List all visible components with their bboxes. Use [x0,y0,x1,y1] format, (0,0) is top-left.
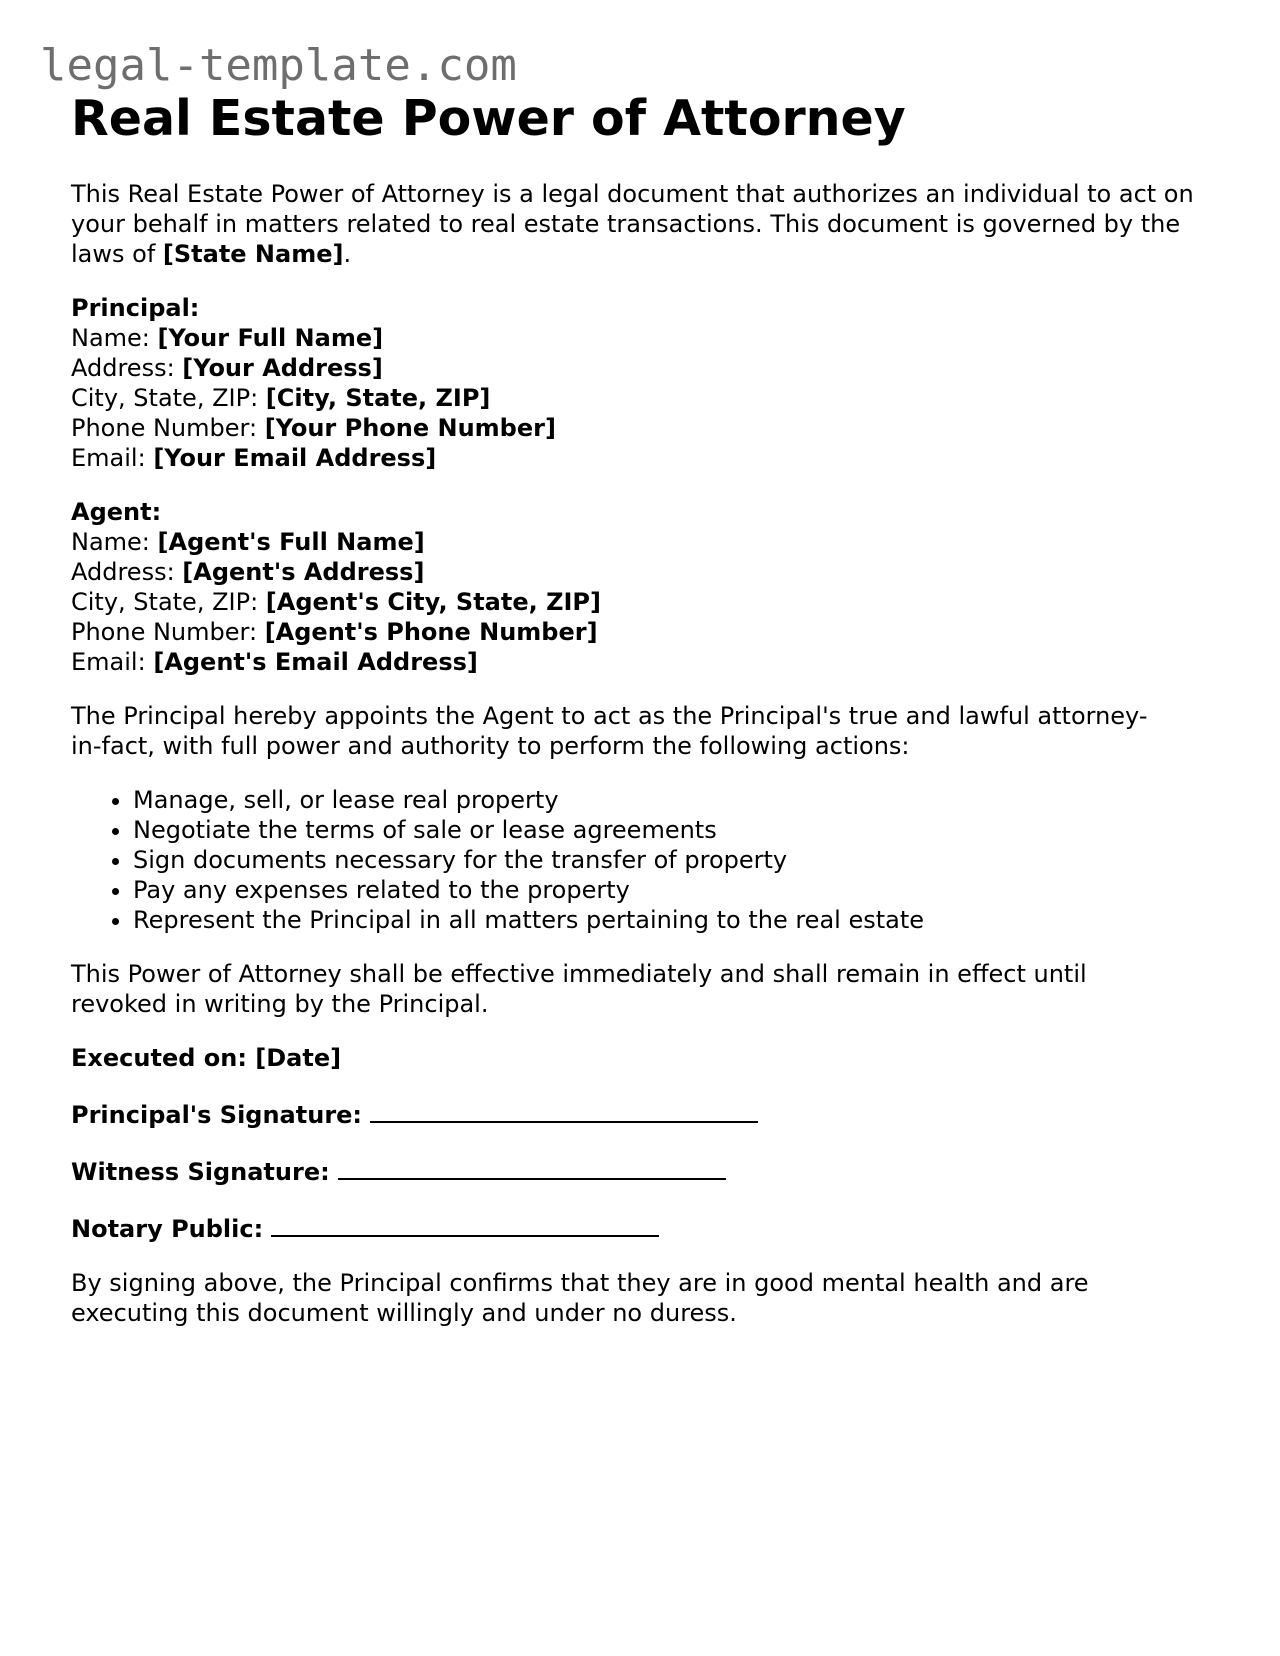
field-label: Email: [71,444,154,472]
list-item: • Sign documents necessary for the transfer of property [133,845,1211,875]
field-label: Address: [71,354,183,382]
state-name-placeholder: [State Name] [162,240,344,268]
witness-signature-row [71,1154,1211,1187]
field-label: Address: [71,558,183,586]
field-value: [Your Address] [182,354,383,382]
field-label: Name: [71,528,158,556]
field-label: Email: [71,648,154,676]
effective-line: revoked in writing by the Principal. [71,990,489,1018]
principal-signature-label: Principal's Signature: [71,1101,363,1129]
field-label: Phone Number: [71,618,265,646]
closing-line: executing this document willingly and under no duress. [71,1299,737,1327]
effective-paragraph [71,959,1211,1019]
principal-city-field [71,383,1211,413]
witness-signature-line[interactable] [338,1154,726,1180]
principal-signature-row [71,1097,1211,1130]
principal-signature-line[interactable] [370,1097,758,1123]
powers-list [71,785,1211,935]
field-value: [Agent's City, State, ZIP] [265,588,601,616]
agent-city-field [71,587,1211,617]
agent-heading: Agent: [71,498,162,526]
field-value: [Your Full Name] [157,324,384,352]
notary-signature-line[interactable] [271,1211,659,1237]
principal-address-field [71,353,1211,383]
closing-paragraph [71,1268,1211,1328]
executed-on: Executed on: [Date] [71,1044,342,1072]
field-value: [City, State, ZIP] [265,384,491,412]
appointment-line: The Principal hereby appoints the Agent to act as the Principal's true and lawful attorney- [71,702,1148,730]
agent-name-field [71,527,1211,557]
witness-signature-label: Witness Signature: [71,1158,330,1186]
field-value: [Agent's Email Address] [153,648,478,676]
field-value: [Your Phone Number] [264,414,556,442]
principal-heading: Principal: [71,294,200,322]
field-label: City, State, ZIP: [71,588,266,616]
list-item: • Manage, sell, or lease real property [133,785,1211,815]
field-value: [Agent's Phone Number] [264,618,598,646]
list-item: • Negotiate the terms of sale or lease agreements [133,815,1211,845]
notary-signature-label: Notary Public: [71,1215,264,1243]
agent-email-field [71,647,1211,677]
list-item: • Pay any expenses related to the property [133,875,1211,905]
agent-phone-field [71,617,1211,647]
document [71,86,1211,1328]
field-label: Name: [71,324,158,352]
closing-line: By signing above, the Principal confirms that they are in good mental health and are [71,1269,1089,1297]
principal-email-field [71,443,1211,473]
agent-address-field [71,557,1211,587]
appointment-line: in-fact, with full power and authority to perform the following actions: [71,732,910,760]
appointment-paragraph [71,701,1211,761]
effective-line: This Power of Attorney shall be effective immediately and shall remain in effect until [71,960,1087,988]
intro-paragraph [71,179,1211,269]
field-value: [Agent's Address] [182,558,425,586]
principal-name-field [71,323,1211,353]
principal-phone-field [71,413,1211,443]
principal-section [71,293,1211,473]
field-label: City, State, ZIP: [71,384,266,412]
agent-section [71,497,1211,677]
field-label: Phone Number: [71,414,265,442]
intro-text: This Real Estate Power of Attorney is a legal document that authorizes an individual to act on your behalf in matters related to real estate transactions. This document is governed by the laws of [71,180,1194,268]
document-title: Real Estate Power of Attorney [71,90,906,147]
notary-signature-row [71,1211,1211,1244]
intro-period: . [343,240,352,268]
field-value: [Agent's Full Name] [157,528,425,556]
watermark: legal-template.com [40,40,517,91]
list-item: • Represent the Principal in all matters pertaining to the real estate [133,905,1211,935]
field-value: [Your Email Address] [153,444,437,472]
